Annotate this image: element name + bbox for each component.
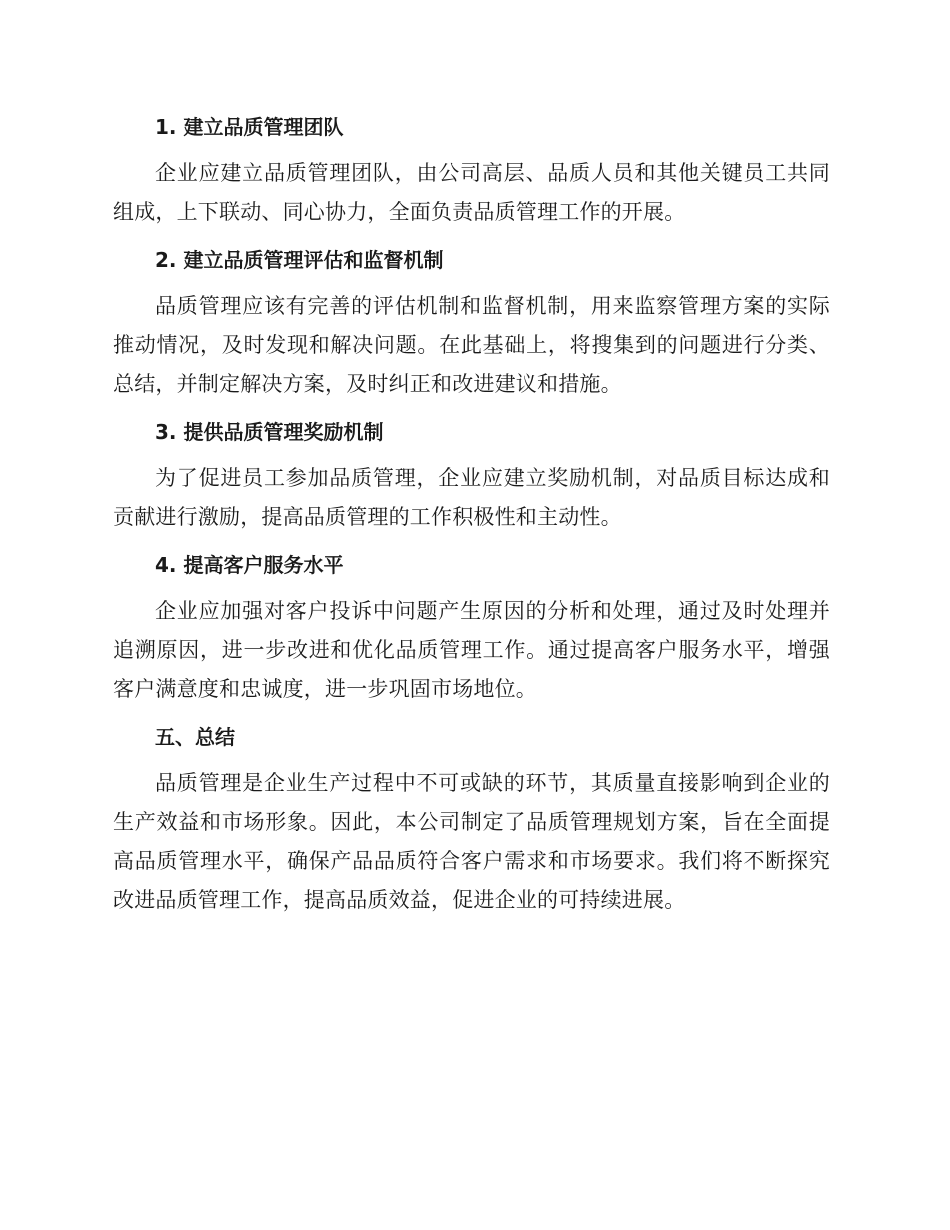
section-heading-reward: 3. 提供品质管理奖励机制 xyxy=(155,420,384,444)
document-page xyxy=(113,108,830,929)
section-paragraph-reward: 为了促进员工参加品质管理，企业应建立奖励机制，对品质目标达成和贡献进行激励，提高品质管理的工作积极性和主动性。 xyxy=(113,466,830,529)
section-paragraph-summary: 品质管理是企业生产过程中不可或缺的环节，其质量直接影响到企业的生产效益和市场形象。因此，本公司制定了品质管理规划方案，旨在全面提高品质管理水平，确保产品品质符合客户需求和市场要求。我们将不断探究改进品质管理工作，提高品质效益，促进企业的可持续进展。 xyxy=(113,771,830,912)
section-heading-team: 1. 建立品质管理团队 xyxy=(155,115,344,139)
section-paragraph-service: 企业应加强对客户投诉中问题产生原因的分析和处理，通过及时处理并追溯原因，进一步改进和优化品质管理工作。通过提高客户服务水平，增强客户满意度和忠诚度，进一步巩固市场地位。 xyxy=(113,599,830,701)
section-paragraph-evaluation: 品质管理应该有完善的评估机制和监督机制，用来监察管理方案的实际推动情况，及时发现和解决问题。在此基础上，将搜集到的问题进行分类、总结，并制定解决方案，及时纠正和改进建议和措施。 xyxy=(113,294,830,396)
section-heading-evaluation: 2. 建立品质管理评估和监督机制 xyxy=(155,248,444,272)
section-heading-service: 4. 提高客户服务水平 xyxy=(155,553,344,577)
section-paragraph-team: 企业应建立品质管理团队，由公司高层、品质人员和其他关键员工共同组成，上下联动、同心协力，全面负责品质管理工作的开展。 xyxy=(113,161,830,224)
section-heading-summary: 五、总结 xyxy=(155,725,235,749)
